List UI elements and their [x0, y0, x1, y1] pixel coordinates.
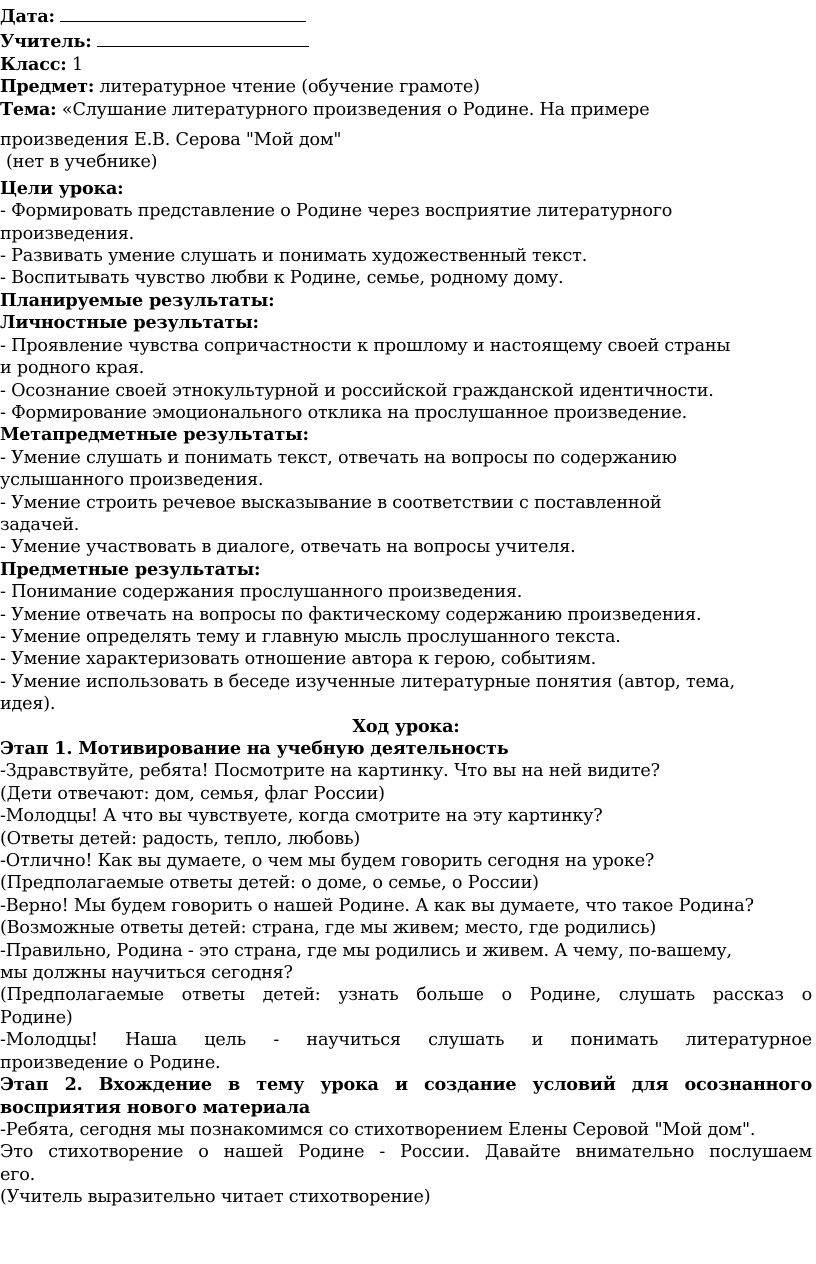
subject-result-line: идея). — [0, 694, 56, 715]
subject-result-line: - Умение отвечать на вопросы по фактическому содержанию произведения. — [0, 604, 702, 625]
topic-label: Тема: — [0, 98, 57, 120]
stage1-line: -Здравствуйте, ребята! Посмотрите на картинку. Что вы на ней видите? — [0, 761, 660, 782]
goal-line: - Воспитывать чувство любви к Родине, семье, родному дому. — [0, 268, 564, 289]
subject-result-line: - Умение характеризовать отношение автора к герою, событиям. — [0, 649, 596, 670]
date-blank-line — [60, 3, 306, 22]
stage2-line: его. — [0, 1164, 36, 1185]
stage1-line: -Правильно, Родина - это страна, где мы родились и живем. А чему, по-вашему, — [0, 940, 732, 961]
meta-results-heading: Метапредметные результаты: — [0, 424, 309, 446]
goal-line: произведения. — [0, 223, 135, 244]
goal-line: - Развивать умение слушать и понимать художественный текст. — [0, 246, 588, 267]
stage1-line: (Возможные ответы детей: страна, где мы живем; место, где родились) — [0, 918, 657, 939]
lesson-heading: Ход урока: — [352, 715, 460, 737]
subject-result-line: - Умение определять тему и главную мысль прослушанного текста. — [0, 626, 621, 647]
meta-result-line: услышанного произведения. — [0, 470, 264, 491]
stage1-line: -Молодцы! А что вы чувствуете, когда смотрите на эту картинку? — [0, 806, 603, 827]
stage2-heading-line-1: Этап 2. Вхождение в тему урока и создание условий для осознанного — [0, 1074, 812, 1096]
topic-note: (нет в учебнике) — [6, 152, 158, 173]
stage1-line: мы должны научиться сегодня? — [0, 963, 293, 984]
goal-line: - Формировать представление о Родине через восприятие литературного — [0, 201, 673, 222]
stage1-justified-line: -Молодцы! Наша цель - научиться слушать и понимать литературное — [0, 1030, 812, 1051]
class-label: Класс: — [0, 53, 67, 75]
personal-result-line: - Проявление чувства сопричастности к прошлому и настоящему своей страны — [0, 335, 731, 356]
stage1-line: (Предполагаемые ответы детей: о доме, о семье, о России) — [0, 873, 539, 894]
meta-result-line: - Умение участвовать в диалоге, отвечать на вопросы учителя. — [0, 537, 576, 558]
meta-result-line: - Умение строить речевое высказывание в соответствии с поставленной — [0, 492, 662, 513]
stage1-line: (Дети отвечают: дом, семья, флаг России) — [0, 783, 385, 804]
personal-result-line: - Осознание своей этнокультурной и российской гражданской идентичности. — [0, 380, 714, 401]
subject-results-heading: Предметные результаты: — [0, 558, 261, 580]
meta-result-line: - Умение слушать и понимать текст, отвечать на вопросы по содержанию — [0, 447, 677, 468]
goals-heading: Цели урока: — [0, 177, 124, 199]
personal-result-line: - Формирование эмоционального отклика на прослушанное произведение. — [0, 402, 688, 423]
stage1-line: произведение о Родине. — [0, 1052, 221, 1073]
stage1-line: (Ответы детей: радость, тепло, любовь) — [0, 828, 361, 849]
date-label: Дата: — [0, 6, 55, 27]
subject-value: литературное чтение (обучение грамоте) — [99, 77, 480, 98]
topic-line-2: произведения Е.В. Серова "Мой дом" — [0, 130, 342, 151]
teacher-label: Учитель: — [0, 31, 92, 53]
personal-results-heading: Личностные результаты: — [0, 312, 259, 334]
subject-result-line: - Умение использовать в беседе изученные литературные понятия (автор, тема, — [0, 671, 735, 692]
teacher-blank-line — [97, 28, 309, 47]
results-heading: Планируемые результаты: — [0, 289, 275, 311]
topic-row — [0, 99, 812, 121]
stage1-line: -Отлично! Как вы думаете, о чем мы будем говорить сегодня на уроке? — [0, 851, 655, 872]
class-value: 1 — [71, 54, 83, 75]
stage2-line: (Учитель выразительно читает стихотворение) — [0, 1187, 431, 1208]
stage2-heading-line-2: восприятия нового материала — [0, 1096, 311, 1118]
subject-row — [0, 76, 812, 98]
stage1-line: Родине) — [0, 1007, 73, 1028]
topic-line-1: «Слушание литературного произведения о Родине. На примере — [61, 99, 650, 120]
stage2-justified-line: Это стихотворение о нашей Родине - России. Давайте внимательно послушаем — [0, 1142, 812, 1163]
document-page — [0, 3, 812, 1209]
stage1-line: -Верно! Мы будем говорить о нашей Родине. А как вы думаете, что такое Родина? — [0, 895, 754, 916]
stage1-justified-line: (Предполагаемые ответы детей: узнать больше о Родине, слушать рассказ о — [0, 985, 812, 1006]
class-row — [0, 54, 812, 76]
date-row — [0, 3, 812, 28]
personal-result-line: и родного края. — [0, 358, 145, 379]
subject-label: Предмет: — [0, 76, 95, 98]
subject-result-line: - Понимание содержания прослушанного произведения. — [0, 582, 523, 603]
stage1-heading: Этап 1. Мотивирование на учебную деятельность — [0, 738, 509, 759]
stage2-line: -Ребята, сегодня мы познакомимся со стихотворением Елены Серовой "Мой дом". — [0, 1119, 756, 1140]
teacher-row — [0, 28, 812, 53]
meta-result-line: задачей. — [0, 514, 80, 535]
